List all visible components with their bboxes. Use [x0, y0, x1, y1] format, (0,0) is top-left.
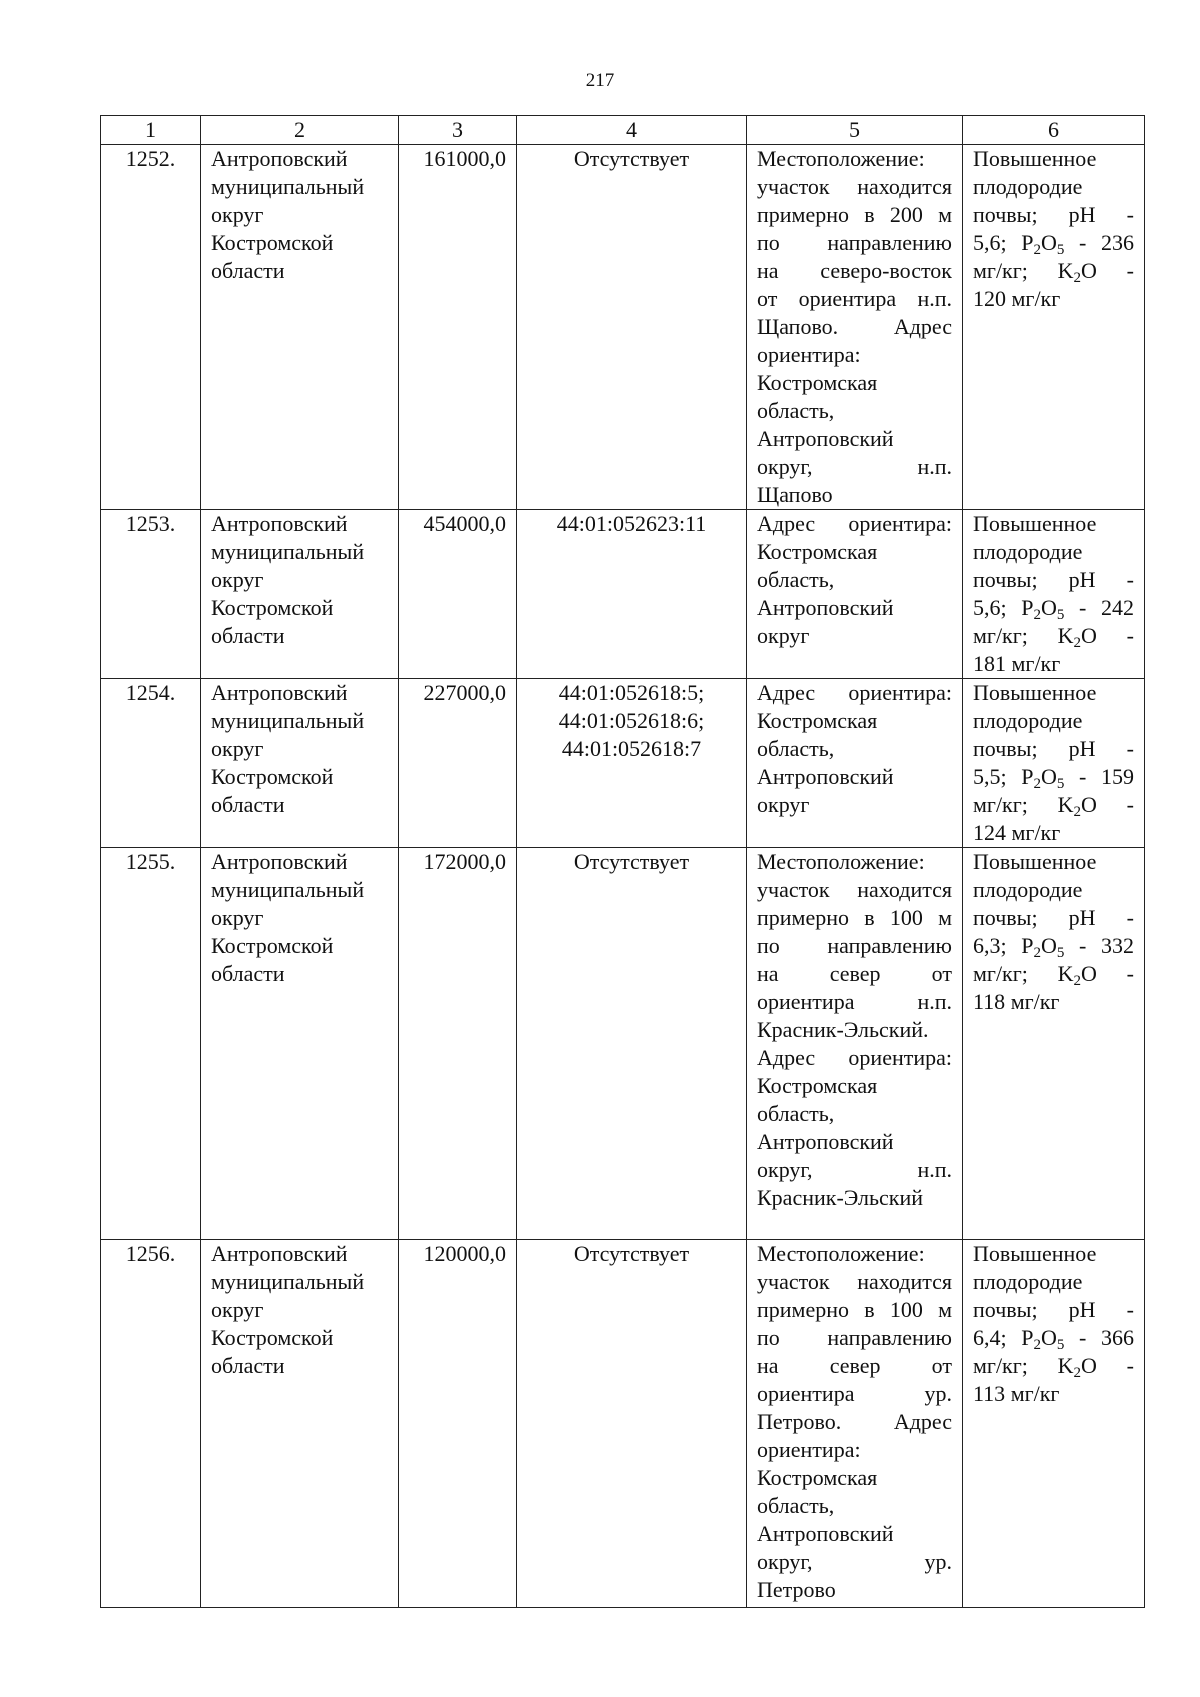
location-line: область, [757, 398, 835, 423]
p2o5-value: 159 [1101, 764, 1135, 789]
p-sub: 5 [1056, 945, 1065, 961]
area-cell: 161000,0 [399, 145, 517, 510]
location-line: Костромская [757, 1073, 878, 1098]
location-line: округ [757, 623, 810, 648]
location-line: ориентира н.п. [757, 989, 952, 1014]
k2o-value: 120 [973, 286, 1006, 311]
row-number-cell: 1252. [101, 145, 201, 510]
soil-line [973, 679, 1134, 707]
district-cell [201, 145, 399, 510]
soil-line [973, 566, 1134, 594]
location-line: Костромская [757, 370, 878, 395]
land-plots-table [100, 115, 1145, 1608]
separator [1001, 595, 1007, 620]
location-cell [747, 510, 963, 679]
district-cell [201, 510, 399, 679]
location-line: округ, н.п. [757, 1157, 952, 1182]
dash: - [1079, 933, 1102, 958]
district-line: Антроповский [211, 680, 348, 705]
soil-label: почвы; [973, 1297, 1038, 1322]
district-line: области [211, 623, 285, 648]
location-line: ориентира ур. [757, 1381, 952, 1406]
soil-line [973, 650, 1134, 678]
p2o5-value: 366 [1101, 1325, 1135, 1350]
location-line: примерно в 100 м [757, 1297, 952, 1322]
k-symbol: K [1057, 792, 1074, 817]
o-symbol: O [1081, 623, 1097, 648]
k-symbol: K [1057, 961, 1074, 986]
k-symbol: K [1057, 623, 1074, 648]
location-line: Адрес ориентира: [757, 511, 952, 536]
district-line: муниципальный [211, 539, 365, 564]
soil-unit: мг/кг; [973, 961, 1028, 986]
cadastral-cell [517, 510, 747, 679]
ph-value: 5,6 [973, 595, 1001, 620]
p2o5-value: 332 [1101, 933, 1135, 958]
dash: - [1126, 258, 1134, 283]
location-line: Антроповский [757, 595, 894, 620]
district-line: округ [211, 567, 264, 592]
soil-label: почвы; [973, 905, 1038, 930]
ph-label: pH [1068, 202, 1096, 227]
cadastral-line: Отсутствует [573, 849, 690, 874]
cadastral-line: Отсутствует [573, 146, 690, 171]
soil-line [973, 1268, 1134, 1296]
column-header-4: 4 [517, 116, 747, 145]
dash: - [1079, 595, 1102, 620]
dash: - [1079, 1325, 1102, 1350]
location-line: от ориентира н.п. [757, 286, 952, 311]
k2o-value: 113 [973, 1381, 1006, 1406]
p-sub: 2 [1033, 242, 1042, 258]
soil-unit: мг/кг; [973, 623, 1028, 648]
district-cell [201, 1240, 399, 1608]
soil-line [973, 707, 1134, 735]
district-line: Антроповский [211, 849, 348, 874]
location-line: Красник-Эльский. [757, 1017, 929, 1042]
soil-label: Повышенное [973, 511, 1097, 536]
soil-label: плодородие [973, 708, 1083, 733]
dash: - [1126, 905, 1134, 930]
ph-label: pH [1068, 567, 1096, 592]
soil-cell [963, 848, 1145, 1240]
k-sub: 2 [1073, 270, 1082, 286]
p-symbol: P [1021, 595, 1034, 620]
location-line: Петрово [757, 1577, 836, 1602]
soil-line [973, 791, 1134, 819]
location-line: Щапово. Адрес [757, 314, 952, 339]
location-line: Антроповский [757, 764, 894, 789]
location-line: область, [757, 736, 835, 761]
location-line: по направлению [757, 933, 952, 958]
k-symbol: K [1057, 258, 1074, 283]
location-line: Костромская [757, 1465, 878, 1490]
soil-cell [963, 145, 1145, 510]
district-line: муниципальный [211, 174, 365, 199]
separator [1001, 933, 1007, 958]
district-line: округ [211, 736, 264, 761]
dash: - [1126, 736, 1134, 761]
soil-line [973, 1324, 1134, 1352]
soil-line [973, 622, 1134, 650]
soil-line [973, 932, 1134, 960]
soil-label: почвы; [973, 567, 1038, 592]
location-line: на северо-восток [757, 258, 952, 283]
ph-value: 5,6 [973, 230, 1001, 255]
district-line: Костромской [211, 933, 334, 958]
location-cell [747, 679, 963, 848]
soil-line [973, 819, 1134, 847]
p-symbol: P [1021, 933, 1034, 958]
dash: - [1126, 792, 1134, 817]
district-line: Костромской [211, 764, 334, 789]
location-line: ориентира: [757, 342, 861, 367]
k-symbol: K [1057, 1353, 1074, 1378]
soil-line [973, 1296, 1134, 1324]
soil-line [973, 510, 1134, 538]
soil-label: плодородие [973, 174, 1083, 199]
location-line: область, [757, 1101, 835, 1126]
cadastral-line: 44:01:052618:5; [558, 680, 705, 705]
row-number-cell: 1256. [101, 1240, 201, 1608]
ph-label: pH [1068, 1297, 1096, 1322]
location-cell [747, 848, 963, 1240]
location-line: на север от [757, 961, 952, 986]
location-line: участок находится [757, 877, 952, 902]
k-sub: 2 [1073, 804, 1082, 820]
ph-label: pH [1068, 736, 1096, 761]
soil-label: почвы; [973, 202, 1038, 227]
o-symbol: O [1081, 792, 1097, 817]
separator [1001, 764, 1007, 789]
cadastral-line: 44:01:052618:7 [561, 736, 702, 761]
o-symbol: O [1041, 764, 1057, 789]
table-row [101, 679, 1145, 848]
k2o-value: 118 [973, 989, 1006, 1014]
location-line: Красник-Эльский [757, 1185, 924, 1210]
location-line: примерно в 100 м [757, 905, 952, 930]
soil-line [973, 735, 1134, 763]
soil-label: Повышенное [973, 1241, 1097, 1266]
soil-unit: мг/кг [1005, 1381, 1060, 1406]
p-sub: 5 [1056, 607, 1065, 623]
area-cell: 454000,0 [399, 510, 517, 679]
column-header-2: 2 [201, 116, 399, 145]
table-row [101, 145, 1145, 510]
area-cell: 227000,0 [399, 679, 517, 848]
district-line: Антроповский [211, 1241, 348, 1266]
district-line: Антроповский [211, 146, 348, 171]
p2o5-value: 236 [1101, 230, 1135, 255]
location-line: Адрес ориентира: [757, 680, 952, 705]
district-line: округ [211, 202, 264, 227]
location-line: Антроповский [757, 1521, 894, 1546]
soil-line [973, 1352, 1134, 1380]
district-line: Костромской [211, 595, 334, 620]
p-sub: 2 [1033, 776, 1042, 792]
p2o5-value: 242 [1101, 595, 1135, 620]
soil-unit: мг/кг [1005, 989, 1060, 1014]
soil-label: плодородие [973, 1269, 1083, 1294]
o-symbol: O [1081, 258, 1097, 283]
ph-value: 6,4 [973, 1325, 1001, 1350]
p-sub: 2 [1033, 607, 1042, 623]
soil-line [973, 763, 1134, 791]
soil-unit: мг/кг [1006, 651, 1061, 676]
soil-label: Повышенное [973, 680, 1097, 705]
location-line: округ [757, 792, 810, 817]
location-line: участок находится [757, 1269, 952, 1294]
o-symbol: O [1041, 933, 1057, 958]
location-line: примерно в 200 м [757, 202, 952, 227]
dash: - [1126, 202, 1134, 227]
soil-line [973, 960, 1134, 988]
dash: - [1079, 764, 1102, 789]
soil-line [973, 285, 1134, 313]
k-sub: 2 [1073, 973, 1082, 989]
district-line: области [211, 961, 285, 986]
column-header-1: 1 [101, 116, 201, 145]
soil-line [973, 1380, 1134, 1408]
dash: - [1126, 961, 1134, 986]
district-line: муниципальный [211, 1269, 365, 1294]
location-line: Костромская [757, 708, 878, 733]
location-line: округ, н.п. [757, 454, 952, 479]
location-line: Антроповский [757, 426, 894, 451]
table-row [101, 1240, 1145, 1608]
p-symbol: P [1021, 1325, 1034, 1350]
cadastral-line: 44:01:052623:11 [556, 511, 707, 536]
district-line: округ [211, 1297, 264, 1322]
soil-line [973, 173, 1134, 201]
soil-unit: мг/кг; [973, 1353, 1028, 1378]
p-symbol: P [1021, 764, 1034, 789]
location-line: Местоположение: [757, 1241, 925, 1266]
soil-line [973, 1240, 1134, 1268]
location-line: округ, ур. [757, 1549, 952, 1574]
soil-line [973, 876, 1134, 904]
location-line: участок находится [757, 174, 952, 199]
o-symbol: O [1081, 1353, 1097, 1378]
soil-line [973, 538, 1134, 566]
soil-cell [963, 679, 1145, 848]
dash: - [1126, 567, 1134, 592]
column-header-5: 5 [747, 116, 963, 145]
location-line: область, [757, 1493, 835, 1518]
cadastral-line: Отсутствует [573, 1241, 690, 1266]
k-sub: 2 [1073, 1365, 1082, 1381]
district-line: области [211, 258, 285, 283]
column-header-row [101, 116, 1145, 145]
cadastral-cell [517, 848, 747, 1240]
o-symbol: O [1041, 595, 1057, 620]
cadastral-line: 44:01:052618:6; [558, 708, 705, 733]
cadastral-cell [517, 679, 747, 848]
soil-unit: мг/кг; [973, 258, 1028, 283]
soil-label: Повышенное [973, 146, 1097, 171]
soil-label: Повышенное [973, 849, 1097, 874]
separator [1001, 1325, 1007, 1350]
table-row [101, 510, 1145, 679]
dash: - [1126, 1297, 1134, 1322]
location-line: область, [757, 567, 835, 592]
ph-label: pH [1068, 905, 1096, 930]
district-line: Антроповский [211, 511, 348, 536]
location-line: Петрово. Адрес [757, 1409, 952, 1434]
district-line: области [211, 792, 285, 817]
k2o-value: 124 [973, 820, 1006, 845]
district-line: округ [211, 905, 264, 930]
location-line: Антроповский [757, 1129, 894, 1154]
k2o-value: 181 [973, 651, 1006, 676]
location-line: Адрес ориентира: [757, 1045, 952, 1070]
soil-unit: мг/кг [1006, 820, 1061, 845]
soil-cell [963, 1240, 1145, 1608]
soil-line [973, 904, 1134, 932]
soil-label: плодородие [973, 877, 1083, 902]
p-symbol: P [1021, 230, 1034, 255]
k-sub: 2 [1073, 635, 1082, 651]
soil-line [973, 848, 1134, 876]
dash: - [1079, 230, 1102, 255]
ph-value: 6,3 [973, 933, 1001, 958]
soil-line [973, 988, 1134, 1016]
location-line: Костромская [757, 539, 878, 564]
district-cell [201, 679, 399, 848]
column-header-3: 3 [399, 116, 517, 145]
location-line: на север от [757, 1353, 952, 1378]
location-line: по направлению [757, 1325, 952, 1350]
ph-value: 5,5 [973, 764, 1001, 789]
area-cell: 120000,0 [399, 1240, 517, 1608]
p-sub: 2 [1033, 945, 1042, 961]
district-cell [201, 848, 399, 1240]
district-line: муниципальный [211, 877, 365, 902]
column-header-6: 6 [963, 116, 1145, 145]
location-line: Щапово [757, 482, 833, 507]
location-cell [747, 145, 963, 510]
separator [1001, 230, 1007, 255]
soil-line [973, 257, 1134, 285]
row-number-cell: 1255. [101, 848, 201, 1240]
soil-line [973, 145, 1134, 173]
p-sub: 2 [1033, 1337, 1042, 1353]
dash: - [1126, 623, 1134, 648]
soil-unit: мг/кг; [973, 792, 1028, 817]
location-cell [747, 1240, 963, 1608]
location-line: по направлению [757, 230, 952, 255]
soil-line [973, 229, 1134, 257]
district-line: Костромской [211, 230, 334, 255]
district-line: области [211, 1353, 285, 1378]
district-line: муниципальный [211, 708, 365, 733]
location-line: ориентира: [757, 1437, 861, 1462]
o-symbol: O [1041, 1325, 1057, 1350]
district-line: Костромской [211, 1325, 334, 1350]
area-cell: 172000,0 [399, 848, 517, 1240]
o-symbol: O [1041, 230, 1057, 255]
soil-label: плодородие [973, 539, 1083, 564]
p-sub: 5 [1056, 776, 1065, 792]
soil-line [973, 201, 1134, 229]
page-number: 217 [585, 70, 615, 91]
cadastral-cell [517, 1240, 747, 1608]
row-number-cell: 1254. [101, 679, 201, 848]
soil-line [973, 594, 1134, 622]
p-sub: 5 [1056, 242, 1065, 258]
table-row [101, 848, 1145, 1240]
soil-label: почвы; [973, 736, 1038, 761]
p-sub: 5 [1056, 1337, 1065, 1353]
location-line: Местоположение: [757, 146, 925, 171]
cadastral-cell [517, 145, 747, 510]
o-symbol: O [1081, 961, 1097, 986]
soil-cell [963, 510, 1145, 679]
soil-unit: мг/кг [1006, 286, 1061, 311]
row-number-cell: 1253. [101, 510, 201, 679]
dash: - [1126, 1353, 1134, 1378]
location-line: Местоположение: [757, 849, 925, 874]
